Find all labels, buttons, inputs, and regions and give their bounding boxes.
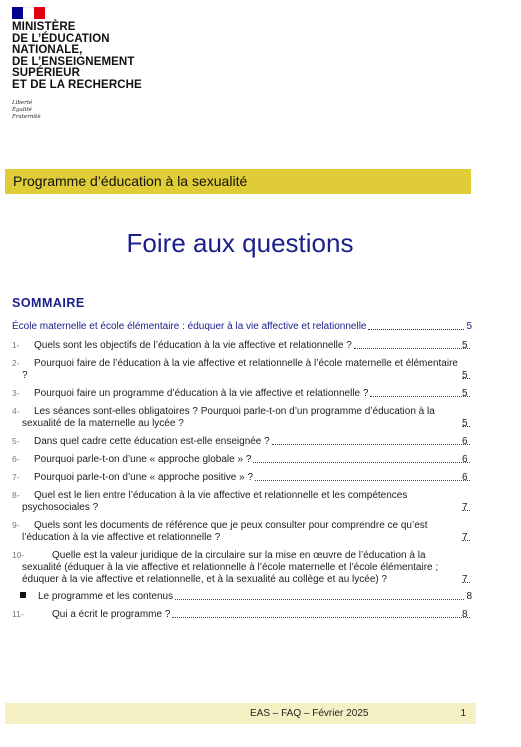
toc-leader-dots	[368, 329, 464, 330]
toc-item-text: Les séances sont-elles obligatoires ? Pourquoi parle-t-on d’un programme d’éducation à la sexualité de la maternelle au lycée ?	[22, 406, 435, 429]
toc-entry[interactable]: 4- Les séances sont-elles obligatoires ? Pourquoi parle-t-on d’un programme d’éducation à la sexualité de la maternelle au lycée ? 5	[12, 405, 472, 430]
toc-leader-dots	[172, 617, 470, 618]
toc-item-text: Quels sont les documents de référence que je peux consulter pour comprendre ce qu’est l’éducation à la vie affective et relationnelle ?	[22, 520, 428, 543]
table-of-contents	[12, 321, 472, 626]
toc-leader-dots	[272, 444, 470, 445]
motto-line: Fraternité	[12, 114, 41, 120]
toc-page-number: 8	[466, 591, 472, 602]
toc-item-number: 6-	[12, 454, 20, 464]
banner-title: Programme d’éducation à la sexualité	[13, 173, 248, 189]
ministry-line: ET DE LA RECHERCHE	[12, 78, 142, 91]
toc-leader-dots	[253, 462, 470, 463]
toc-item-number: 11-	[12, 609, 24, 619]
square-bullet-icon	[20, 592, 26, 598]
toc-entry[interactable]: 6- Pourquoi parle-t-on d’une « approche globale » ? 6	[12, 453, 472, 466]
toc-entry[interactable]: 2- Pourquoi faire de l’éducation à la vie affective et relationnelle à l’école maternelle et élémentaire ? 5	[12, 357, 472, 382]
toc-item-number: 9-	[12, 520, 20, 530]
toc-item-text: Dans quel cadre cette éducation est-elle enseignée ?	[34, 436, 270, 447]
toc-item-number: 3-	[12, 388, 20, 398]
program-banner	[5, 169, 471, 194]
toc-item-text: Pourquoi parle-t-on d’une « approche globale » ?	[34, 454, 252, 465]
republic-motto	[12, 100, 41, 121]
toc-leader-dots	[354, 348, 470, 349]
toc-item-text: Quel est le lien entre l’éducation à la vie affective et relationnelle et les compétences psychosociales ?	[22, 490, 408, 513]
toc-item-text: Le programme et les contenus	[38, 591, 174, 602]
footer-page-number: 1	[460, 708, 466, 719]
toc-leader-dots	[255, 480, 470, 481]
sommaire-heading: SOMMAIRE	[12, 296, 85, 310]
toc-entry[interactable]: 11- Qui a écrit le programme ? 8	[12, 608, 472, 621]
toc-item-number: 5-	[12, 436, 20, 446]
toc-item-number: 10-	[12, 550, 25, 560]
toc-item-text: Pourquoi faire de l’éducation à la vie affective et relationnelle à l’école maternelle et élémentaire ?	[22, 358, 458, 381]
toc-entry[interactable]: 1- Quels sont les objectifs de l’éducation à la vie affective et relationnelle ? 5	[12, 339, 472, 352]
ministry-line: DE L’ÉDUCATION	[12, 32, 110, 45]
toc-item-text: Pourquoi faire un programme d’éducation à la vie affective et relationnelle ?	[34, 388, 369, 399]
ministry-line: MINISTÈRE	[12, 21, 76, 33]
toc-item-text: Quels sont les objectifs de l’éducation à la vie affective et relationnelle ?	[34, 340, 352, 351]
motto-line: Liberté	[12, 100, 33, 106]
toc-entry[interactable]: 7- Pourquoi parle-t-on d’une « approche positive » ? 6	[12, 471, 472, 484]
toc-item-number: 2-	[12, 358, 20, 368]
toc-item-number: 8-	[12, 490, 20, 500]
ministry-line: NATIONALE,	[12, 44, 83, 56]
toc-leader-dots	[175, 599, 464, 600]
ministry-line: SUPÉRIEUR	[12, 67, 80, 79]
toc-entry[interactable]: 10- Quelle est la valeur juridique de la circulaire sur la mise en œuvre de l’éducation à la sexualité (éduquer à la vie affective et relationnelle à l’école maternelle et l’école élémentaire ; éduquer à la vie affective et relationnelle, et à la sexualité au collège et au lycée) ? 7	[12, 549, 472, 586]
toc-bullet-entry[interactable]	[12, 591, 472, 603]
toc-section-entry[interactable]	[12, 321, 472, 333]
toc-item-text: Pourquoi parle-t-on d’une « approche positive » ?	[34, 472, 254, 483]
toc-item-number: 1-	[12, 340, 20, 350]
toc-leader-dots	[370, 396, 470, 397]
ministry-line: DE L’ENSEIGNEMENT	[12, 55, 135, 68]
motto-line: Égalité	[12, 107, 32, 113]
french-flag-icon	[12, 7, 45, 19]
toc-item-text: Quelle est la valeur juridique de la circulaire sur la mise en œuvre de l’éducation à la sexualité (éduquer à la vie affective et relationnelle à l’école maternelle et l’école élémentaire ; éduquer à la vie affective et relationnelle, et à la sexualité au collège et au lycée) ?	[22, 550, 439, 585]
page-title: Foire aux questions	[126, 228, 354, 258]
toc-item-text: Qui a écrit le programme ?	[52, 609, 171, 620]
toc-page-number: 5	[466, 321, 472, 332]
toc-entry[interactable]: 3- Pourquoi faire un programme d’éducation à la vie affective et relationnelle ? 5	[12, 387, 472, 400]
page-footer	[5, 703, 476, 724]
toc-entry[interactable]: 9- Quels sont les documents de référence que je peux consulter pour comprendre ce qu’est l’éducation à la vie affective et relationnelle ? 7	[12, 519, 472, 544]
toc-item-number: 7-	[12, 472, 20, 482]
footer-text: EAS – FAQ – Février 2025	[250, 708, 369, 719]
toc-entry[interactable]: 8- Quel est le lien entre l’éducation à la vie affective et relationnelle et les compétences psychosociales ? 7	[12, 489, 472, 514]
ministry-logo-text	[12, 22, 142, 91]
toc-section-text: École maternelle et école élémentaire : éduquer à la vie affective et relationnelle	[12, 321, 367, 332]
toc-entry[interactable]: 5- Dans quel cadre cette éducation est-elle enseignée ? 6	[12, 435, 472, 448]
toc-item-number: 4-	[12, 406, 20, 416]
